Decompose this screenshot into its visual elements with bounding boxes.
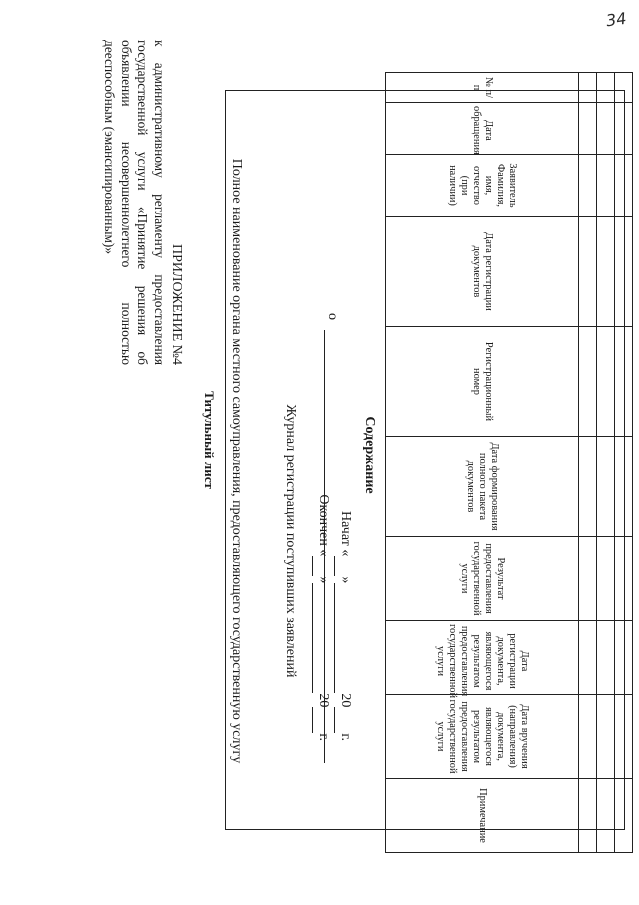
end-year-blank bbox=[312, 707, 326, 733]
column-header: Дата формирования полного пакета документов bbox=[386, 437, 579, 537]
about-prefix: о bbox=[325, 313, 340, 320]
table-cell bbox=[578, 327, 596, 437]
table-cell bbox=[614, 537, 632, 621]
table-header-row bbox=[386, 73, 579, 853]
table-cell bbox=[578, 103, 596, 155]
table-cell bbox=[614, 103, 632, 155]
table-cell bbox=[578, 437, 596, 537]
page-number: 34 bbox=[604, 8, 628, 31]
table-cell bbox=[596, 73, 614, 103]
table-cell bbox=[596, 437, 614, 537]
column-header: № п/п bbox=[386, 73, 579, 103]
end-day-blank bbox=[312, 556, 326, 576]
end-year-suffix: г. bbox=[316, 733, 331, 741]
start-year-prefix: 20 bbox=[338, 693, 353, 708]
column-header: Регистрационный номер bbox=[386, 327, 579, 437]
appendix-title: ПРИЛОЖЕНИЕ №4 bbox=[169, 244, 184, 365]
start-day-blank bbox=[334, 556, 348, 576]
start-month-blank bbox=[334, 583, 348, 693]
table-cell bbox=[614, 327, 632, 437]
table-cell bbox=[596, 217, 614, 327]
start-year-suffix: г. bbox=[338, 733, 353, 741]
table-cell bbox=[614, 621, 632, 695]
start-date-row bbox=[334, 301, 356, 741]
table-cell bbox=[596, 537, 614, 621]
column-header: Дата регистрации документов bbox=[386, 217, 579, 327]
start-quote-close: » bbox=[338, 576, 353, 584]
table-cell bbox=[578, 155, 596, 217]
dates-block bbox=[312, 301, 356, 741]
table-row bbox=[596, 73, 614, 853]
table-cell bbox=[614, 217, 632, 327]
table-cell bbox=[614, 695, 632, 779]
table-cell bbox=[578, 621, 596, 695]
start-year-blank bbox=[334, 707, 348, 733]
table-cell bbox=[596, 155, 614, 217]
table-row bbox=[614, 73, 632, 853]
table-cell bbox=[578, 537, 596, 621]
column-header: Дата вручения (направления) документа, являющегося результатом предоставления государственной услуги bbox=[386, 695, 579, 779]
table-cell bbox=[596, 327, 614, 437]
agency-name-line: Полное наименование органа местного самоуправления, предоставляющего государственную услугу bbox=[229, 158, 244, 764]
table-cell bbox=[614, 73, 632, 103]
table-cell bbox=[596, 621, 614, 695]
column-header: Дата обращения bbox=[386, 103, 579, 155]
journal-title: Журнал регистрации поступивших заявлений bbox=[283, 404, 298, 678]
column-header: Заявитель Фамилия, имя, отчество (при наличии) bbox=[386, 155, 579, 217]
appendix-block bbox=[100, 40, 184, 365]
table-cell bbox=[614, 437, 632, 537]
table-cell bbox=[578, 779, 596, 853]
table-cell bbox=[614, 155, 632, 217]
table-cell bbox=[578, 73, 596, 103]
table-cell bbox=[596, 779, 614, 853]
table-cell bbox=[596, 103, 614, 155]
table-row bbox=[578, 73, 596, 853]
column-header: Результат предоставления государственной услуги bbox=[386, 537, 579, 621]
registration-table bbox=[385, 72, 633, 853]
end-year-prefix: 20 bbox=[316, 693, 331, 708]
start-label: Начат « bbox=[338, 511, 353, 557]
end-date-row bbox=[312, 301, 334, 741]
column-header: Дата регистрации документа, являющегося результатом предоставления государственной услуги bbox=[386, 621, 579, 695]
end-quote-close: » bbox=[316, 576, 331, 584]
end-month-blank bbox=[312, 583, 326, 693]
table-cell bbox=[578, 695, 596, 779]
title-sheet-heading: Титульный лист bbox=[202, 391, 217, 489]
end-label: Окончен « bbox=[316, 494, 331, 557]
table-cell bbox=[578, 217, 596, 327]
contents-heading: Содержание bbox=[362, 416, 377, 494]
table-cell bbox=[596, 695, 614, 779]
column-header: Примечание bbox=[386, 779, 579, 853]
table-cell bbox=[614, 779, 632, 853]
appendix-text: к административному регламенту предоставления государственной услуги «Принятие решения об объявлении несовершеннолетнего полностью дееспособным (эмансипированным)» bbox=[101, 40, 168, 365]
